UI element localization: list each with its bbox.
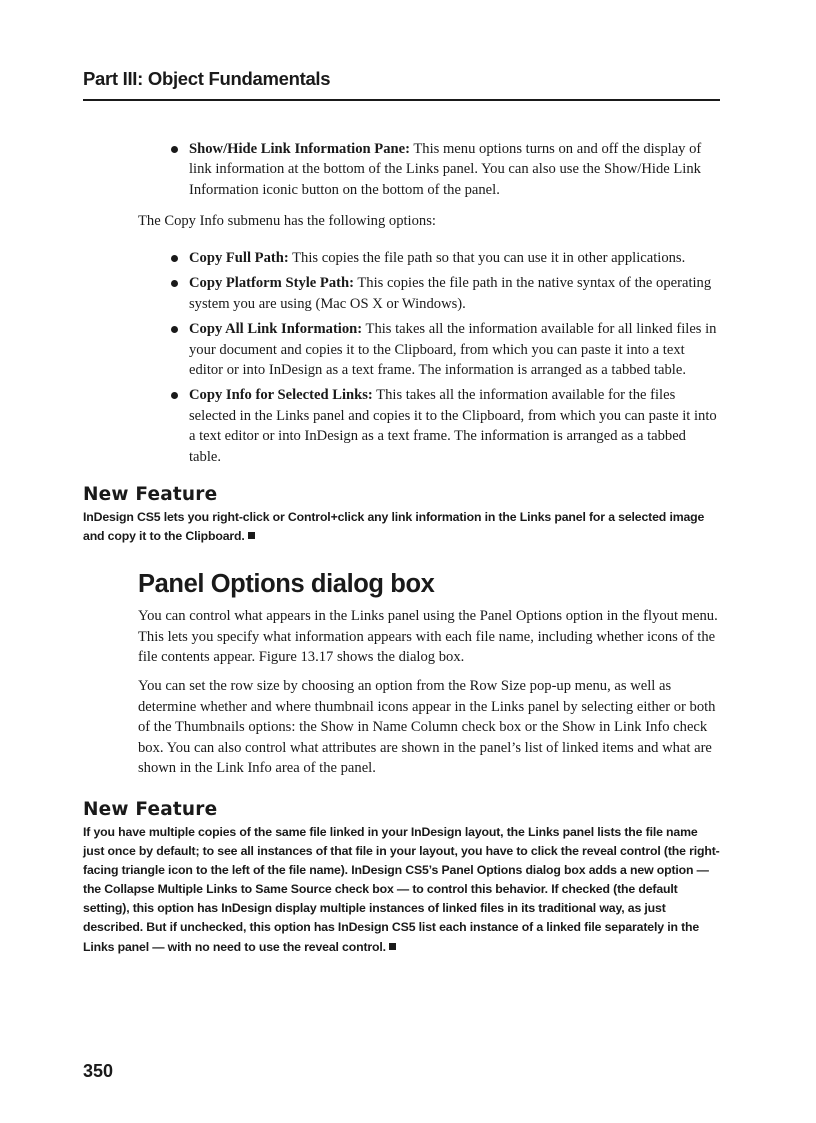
bullet-icon bbox=[171, 280, 178, 287]
copy-info-list bbox=[189, 248, 720, 467]
list-item bbox=[189, 248, 720, 268]
list-item-text: This copies the file path in the native syntax of the operating system you are using (Mac OS X or Windows). bbox=[189, 275, 712, 312]
end-mark-icon bbox=[248, 532, 255, 539]
list-item-text: This takes all the information available for the files selected in the Links panel and copies it to the Clipboard, from which you can paste it into a text editor or into InDesign as a text frame. The information is arranged as a tabbed table. bbox=[189, 387, 717, 465]
bullet-icon bbox=[171, 392, 178, 399]
section-heading: Panel Options dialog box bbox=[138, 570, 435, 598]
feature-text-body: If you have multiple copies of the same file linked in your InDesign layout, the Links panel lists the file name just once by default; to see all instances of that file in your layout, you have to click the reveal control (the right-facing triangle icon to the left of the file name). InDesign CS5’s Panel Options dialog box adds a new option — the Collapse Multiple Links to Same Source check box — to control this behavior. If checked (the default setting), this option has InDesign display multiple instances of linked files in its traditional way, as just described. But if unchecked, this option has InDesign CS5 list each instance of a linked file separately in the Links panel — with no need to use the reveal control. bbox=[83, 825, 720, 954]
bullet-icon bbox=[171, 326, 178, 333]
feature-heading: New Feature bbox=[83, 484, 218, 505]
list-item-term: Copy All Link Information: bbox=[189, 321, 363, 338]
end-mark-icon bbox=[389, 943, 396, 950]
feature-heading: New Feature bbox=[83, 799, 218, 820]
feature-text-body: InDesign CS5 lets you right-click or Control+click any link information in the Links panel for a selected image and copy it to the Clipboard. bbox=[83, 510, 705, 544]
list-item-text: This takes all the information available for all linked files in your document and copies it to the Clipboard, from which you can paste it into a text editor or into InDesign as a text frame. The information is arranged as a tabbed table. bbox=[189, 321, 717, 379]
list-item bbox=[189, 385, 720, 467]
list-item bbox=[189, 139, 720, 200]
copy-info-intro: The Copy Info submenu has the following options: bbox=[138, 213, 436, 229]
feature-text bbox=[83, 823, 720, 957]
new-feature-callout bbox=[83, 799, 720, 957]
bullet-icon bbox=[171, 255, 178, 262]
page-number: 350 bbox=[83, 1061, 114, 1081]
list-item bbox=[189, 273, 720, 314]
list-item-term: Show/Hide Link Information Pane: bbox=[189, 141, 410, 157]
list-item bbox=[189, 319, 720, 380]
header-title: Part III: Object Fundamentals bbox=[83, 68, 331, 89]
feature-text bbox=[83, 508, 720, 546]
bullet-icon bbox=[171, 146, 178, 153]
list-item-term: Copy Info for Selected Links: bbox=[189, 387, 373, 404]
section-paragraph: You can control what appears in the Links panel using the Panel Options option in the flyout menu. This lets you specify what information appears with each file name, including whether icons of the file contents appear. Figure 13.17 shows the dialog box. bbox=[138, 608, 718, 665]
new-feature-callout bbox=[83, 484, 720, 546]
list-item-text: This copies the file path so that you can use it in other applications. bbox=[288, 250, 686, 266]
section-paragraph: You can set the row size by choosing an option from the Row Size pop-up menu, as well as determine whether and where thumbnail icons appear in the Links panel by selecting either or both of the Thumbnails options: the Show in Name Column check box or the Show in Link Info check box. You can also control what attributes are shown in the panel’s list of linked items and what are shown in the Link Info area of the panel. bbox=[138, 678, 716, 776]
list-item-text: This menu options turns on and off the display of link information at the bottom of the Links panel. You can also use the Show/Hide Link Information iconic button on the bottom of the panel. bbox=[189, 141, 702, 198]
pane-options-list bbox=[189, 139, 720, 200]
list-item-term: Copy Platform Style Path: bbox=[189, 275, 354, 292]
list-item-term: Copy Full Path: bbox=[189, 250, 289, 266]
running-header bbox=[83, 68, 720, 101]
